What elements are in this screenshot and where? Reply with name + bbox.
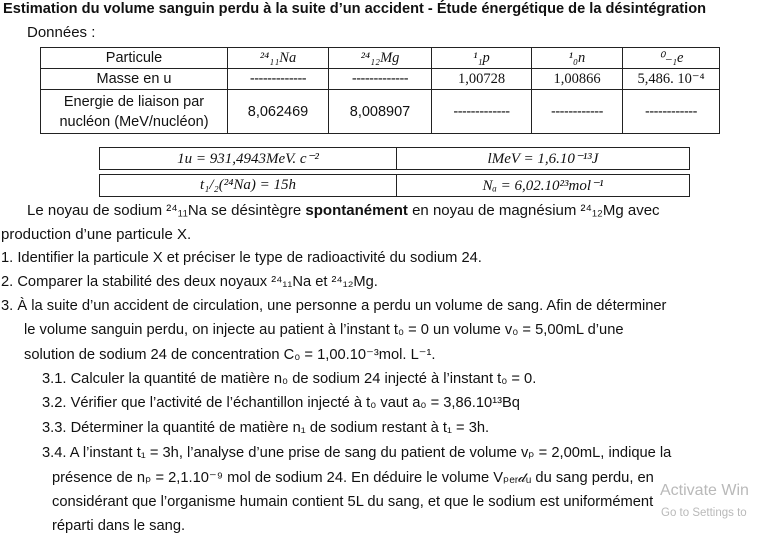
intro-line1 xyxy=(27,202,660,219)
table-cell: Particule xyxy=(41,48,228,69)
table-cell: 8,062469 xyxy=(228,90,329,134)
table-cell: ------------- xyxy=(432,90,532,134)
table-cell: 5,486. 10⁻⁴ xyxy=(623,69,720,90)
subquestion-3-4-line4: réparti dans le sang. xyxy=(52,518,186,534)
question-3: 3. À la suite d’un accident de circulation, une personne a perdu un volume de sang. Afin de déterminer xyxy=(1,298,667,314)
energy-label-line1: Energie de liaison par xyxy=(63,93,205,110)
subquestion-3-2: 3.2. Vérifier que l’activité de l’échantillon injecté à t₀ vaut a₀ = 3,86.10¹³Bq xyxy=(42,395,520,411)
activation-watermark-subtitle: Go to Settings to xyxy=(661,507,747,519)
subquestion-3-4-line3: considérant que l’organisme humain contient 5L du sang, et que le sodium est uniformément xyxy=(52,494,654,510)
table-cell: ------------ xyxy=(532,90,623,134)
constants-table-1 xyxy=(99,147,690,170)
subquestion-3-1: 3.1. Calculer la quantité de matière n₀ de sodium 24 injecté à l’instant t₀ = 0. xyxy=(42,371,537,387)
table-row xyxy=(100,148,690,170)
table-cell: ²⁴₁₂Mg xyxy=(329,48,432,69)
question-3-line3: solution de sodium 24 de concentration C₀ = 1,00.10⁻³mol. L⁻¹. xyxy=(24,347,436,363)
subquestion-3-4-line2: présence de nₚ = 2,1.10⁻⁹ mol de sodium 24. En déduire le volume Vₚₑᵣ𝒹ᵤ du sang perdu, en xyxy=(52,470,654,486)
table-cell: ¹₀n xyxy=(532,48,623,69)
table-cell: ¹₁p xyxy=(432,48,532,69)
energy-label-line2: nucléon (MeV/nucléon) xyxy=(59,113,209,130)
intro-text-b: en noyau de magnésium ²⁴₁₂Mg avec xyxy=(407,202,660,219)
question-2: 2. Comparer la stabilité des deux noyaux ²⁴₁₁Na et ²⁴₁₂Mg. xyxy=(1,274,378,290)
table-cell: 1,00728 xyxy=(432,69,532,90)
table-cell: ------------- xyxy=(228,69,329,90)
question-3-line2: le volume sanguin perdu, on injecte au patient à l’instant t₀ = 0 un volume v₀ = 5,00mL d’une xyxy=(24,322,624,338)
table-cell: ------------ xyxy=(623,90,720,134)
table-row xyxy=(41,69,720,90)
table-cell: ------------- xyxy=(329,69,432,90)
table-cell: lMeV = 1,6.10⁻¹³J xyxy=(397,148,690,170)
table-cell: Masse en u xyxy=(41,69,228,90)
table-cell: Nₐ = 6,02.10²³mol⁻¹ xyxy=(397,175,690,197)
constants-table-2 xyxy=(99,174,690,197)
question-1: 1. Identifier la particule X et préciser le type de radioactivité du sodium 24. xyxy=(1,250,482,266)
table-row xyxy=(41,90,720,134)
table-cell: 1u = 931,4943MeV. c⁻² xyxy=(100,148,397,170)
subquestion-3-3: 3.3. Déterminer la quantité de matière n₁ de sodium restant à t₁ = 3h. xyxy=(42,420,490,436)
table-cell xyxy=(41,90,228,134)
table-cell: 1,00866 xyxy=(532,69,623,90)
subquestion-3-4: 3.4. A l’instant t₁ = 3h, l’analyse d’une prise de sang du patient de volume vₚ = 2,00mL, indique la xyxy=(42,445,672,461)
page-title: Estimation du volume sanguin perdu à la suite d’un accident - Étude énergétique de la désintégration xyxy=(3,1,707,17)
table-cell: t₁/₂(²⁴Na) = 15h xyxy=(100,175,397,197)
table-cell: 8,008907 xyxy=(329,90,432,134)
intro-bold: spontanément xyxy=(305,202,408,219)
data-table xyxy=(40,47,720,134)
table-cell: ²⁴₁₁Na xyxy=(228,48,329,69)
table-row xyxy=(100,175,690,197)
activation-watermark-title: Activate Win xyxy=(660,482,749,499)
table-cell: ⁰₋₁e xyxy=(623,48,720,69)
intro-line2: production d’une particule X. xyxy=(1,226,192,243)
intro-text-a: Le noyau de sodium ²⁴₁₁Na se désintègre xyxy=(27,202,306,219)
table-row xyxy=(41,48,720,69)
data-label: Données : xyxy=(27,24,96,41)
